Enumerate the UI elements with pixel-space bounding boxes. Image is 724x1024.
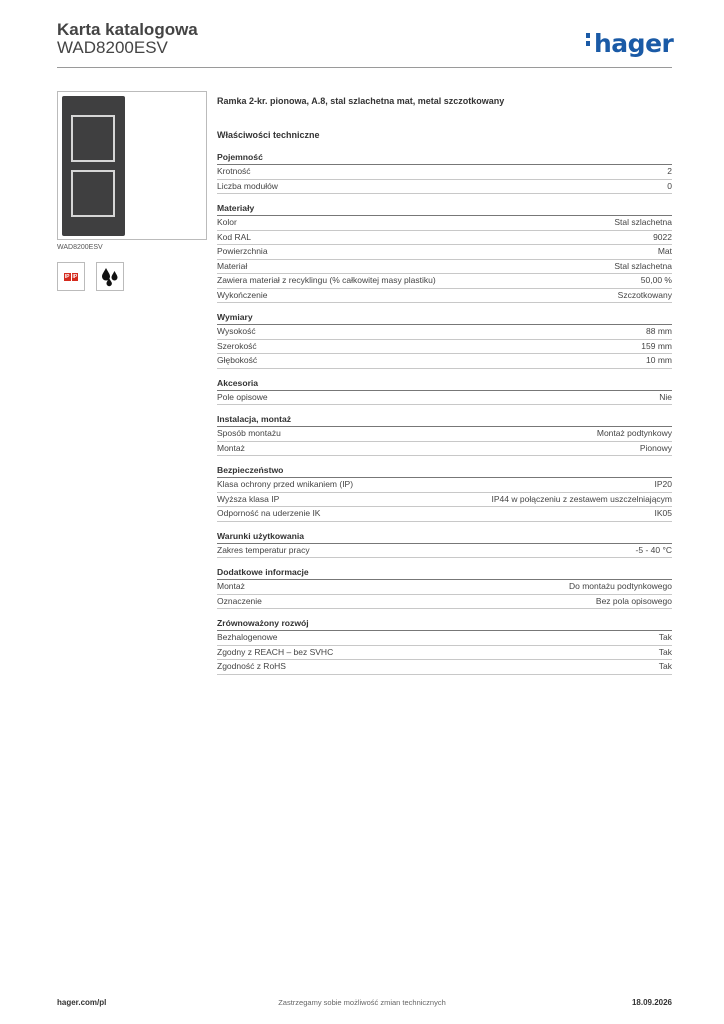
frame-illustration (62, 96, 125, 236)
spec-label: Zakres temperatur pracy (217, 544, 310, 555)
ip-badge-label: IP (64, 273, 70, 280)
spec-row (217, 580, 672, 595)
spec-label: Kod RAL (217, 231, 252, 242)
spec-label: Pole opisowe (217, 391, 268, 402)
spec-value: -5 - 40 °C (635, 544, 672, 555)
spec-row (217, 493, 672, 508)
spec-row (217, 245, 672, 260)
logo-text: hager (594, 29, 674, 58)
spec-row (217, 646, 672, 661)
section-heading: Warunki użytkowania (217, 530, 672, 544)
spec-value: 159 mm (641, 340, 672, 351)
spec-section (217, 530, 672, 559)
spec-value: Do montażu podtynkowego (568, 581, 672, 591)
section-heading: Wymiary (217, 311, 672, 325)
spec-label: Powierzchnia (217, 246, 268, 256)
spec-value: Pionowy (639, 442, 672, 453)
section-heading: Bezpieczeństwo (217, 464, 672, 478)
spec-label: Wysokość (217, 326, 256, 336)
hager-logo[interactable] (594, 29, 673, 59)
spec-label: Montaż (217, 442, 245, 453)
spec-row (217, 231, 672, 246)
product-description: Ramka 2-kr. pionowa, A.8, stal szlachetna mat, metal szczotkowany (217, 96, 505, 106)
spec-value: Szczotkowany (617, 289, 672, 300)
spec-row (217, 354, 672, 369)
spec-section (217, 202, 672, 303)
ip-badge-label: IP (72, 273, 78, 280)
spec-section (217, 464, 672, 522)
spec-value: Tak (658, 632, 672, 642)
spec-value: Montaż podtynkowy (596, 428, 672, 438)
spec-value: 2 (667, 166, 672, 176)
section-heading: Instalacja, montaż (217, 413, 672, 427)
spec-row (217, 340, 672, 355)
spec-label: Krotność (217, 166, 251, 176)
frame-window-top (71, 115, 115, 162)
properties-title: Właściwości techniczne (217, 130, 320, 140)
spec-label: Zgodny z REACH – bez SVHC (217, 646, 334, 657)
specification-content (217, 96, 672, 683)
spec-section (217, 566, 672, 609)
section-heading: Zrównoważony rozwój (217, 617, 672, 631)
section-heading: Materiały (217, 202, 672, 216)
spec-value: Stal szlachetna (614, 260, 672, 271)
ip-rating-icon (57, 262, 85, 291)
spec-value: Nie (659, 391, 672, 402)
spec-value: Tak (658, 646, 672, 657)
spec-value: Stal szlachetna (614, 217, 672, 227)
spec-value: Tak (658, 661, 672, 671)
footer-date: 18.09.2026 (631, 998, 672, 1007)
image-caption: WAD8200ESV (57, 244, 103, 251)
spec-row (217, 660, 672, 675)
header-divider (57, 67, 672, 68)
spec-section (217, 617, 672, 675)
spec-row (217, 391, 672, 406)
spec-row (217, 165, 672, 180)
spec-value: 9022 (653, 231, 672, 242)
spec-label: Odporność na uderzenie IK (217, 508, 321, 518)
spec-row (217, 631, 672, 646)
spec-row (217, 427, 672, 442)
spec-row (217, 274, 672, 289)
footer-website[interactable]: hager.com/pl (57, 998, 107, 1007)
spec-row (217, 478, 672, 493)
spec-label: Wyższa klasa IP (217, 493, 280, 504)
spec-section (217, 151, 672, 194)
spec-value: IP44 w połączeniu z zestawem uszczelniającym (491, 493, 672, 504)
spec-sections (217, 151, 672, 675)
spec-row (217, 595, 672, 610)
frame-window-bottom (71, 170, 115, 217)
spec-value: IP20 (654, 479, 672, 489)
water-drops-icon (96, 262, 124, 291)
product-image (57, 91, 207, 240)
spec-label: Głębokość (217, 355, 258, 365)
spec-row (217, 442, 672, 457)
spec-value: 50,00 % (640, 275, 672, 285)
spec-label: Sposób montażu (217, 428, 281, 438)
section-heading: Akcesoria (217, 377, 672, 391)
spec-row (217, 325, 672, 340)
spec-label: Wykończenie (217, 289, 268, 300)
document-title: Karta katalogowa (57, 20, 198, 39)
spec-label: Bezhalogenowe (217, 632, 278, 642)
spec-label: Montaż (217, 581, 245, 591)
spec-label: Klasa ochrony przed wnikaniem (IP) (217, 479, 354, 489)
spec-label: Materiał (217, 260, 248, 271)
spec-label: Szerokość (217, 340, 257, 351)
spec-label: Zawiera materiał z recyklingu (% całkowitej masy plastiku) (217, 275, 436, 285)
spec-label: Oznaczenie (217, 595, 262, 606)
spec-section (217, 413, 672, 456)
spec-row (217, 180, 672, 195)
logo-colon-icon (586, 33, 591, 49)
spec-label: Kolor (217, 217, 237, 227)
spec-label: Liczba modułów (217, 180, 278, 191)
spec-row (217, 544, 672, 559)
section-heading: Dodatkowe informacje (217, 566, 672, 580)
product-code: WAD8200ESV (57, 38, 168, 57)
spec-value: IK05 (654, 508, 672, 518)
spec-row (217, 260, 672, 275)
spec-value: Bez pola opisowego (595, 595, 672, 606)
spec-value: 10 mm (646, 355, 672, 365)
spec-section (217, 377, 672, 406)
spec-value: Mat (657, 246, 672, 256)
spec-row (217, 507, 672, 522)
section-heading: Pojemność (217, 151, 672, 165)
spec-row (217, 216, 672, 231)
spec-section (217, 311, 672, 369)
spec-row (217, 289, 672, 304)
footer-note: Zastrzegamy sobie możliwość zmian technicznych (278, 998, 446, 1007)
spec-value: 88 mm (646, 326, 672, 336)
spec-label: Zgodność z RoHS (217, 661, 286, 671)
spec-value: 0 (667, 180, 672, 191)
